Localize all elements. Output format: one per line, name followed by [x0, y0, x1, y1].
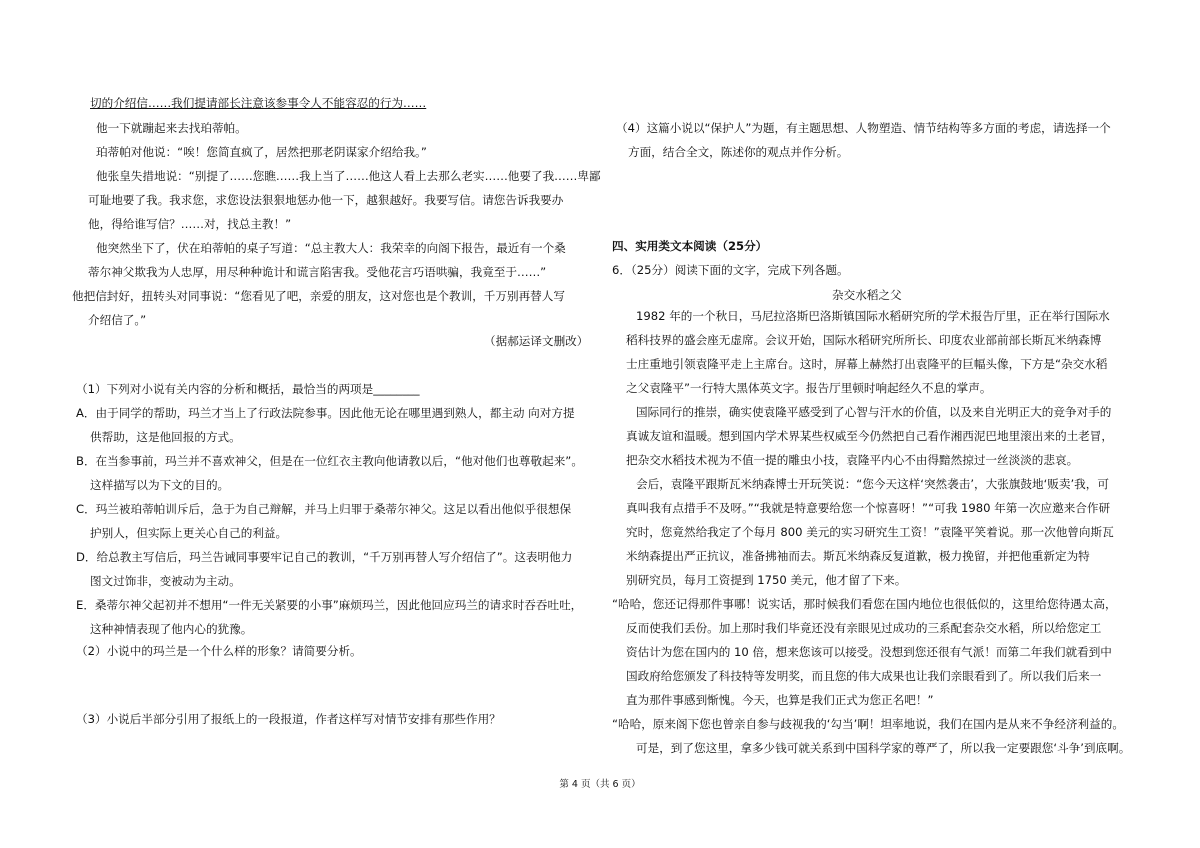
article-line: 稻科技界的盛会座无虚席。会议开始，国际水稻研究所所长、印度农业部前部长斯瓦米纳森博	[626, 333, 1102, 347]
article-line: 米纳森提出严正抗议，准备拂袖而去。斯瓦米纳森反复道歉，极力挽留，并把他重新定为特	[626, 549, 1090, 563]
story-line-1: 他一下就蹦起来去找珀蒂帕。	[96, 121, 247, 135]
story-line-4: 可耻地要了我。我求您，求您设法狠狠地惩办他一下，越狠越好。我要写信。请您告诉我要办	[88, 193, 564, 207]
article-line: 究时，您竟然给我定了个每月 800 美元的实习研究生工资！”袁隆平笑着说。那一次他曾向斯瓦	[626, 525, 1114, 539]
section-4-heading: 四、实用类文本阅读（25分）	[612, 239, 768, 253]
q4-question-cont: 方面，结合全文，陈述你的观点并作分析。	[628, 145, 849, 159]
q6-stem: 6．（25分）阅读下面的文字，完成下列各题。	[612, 263, 849, 277]
story-line-9: 介绍信了。”	[88, 313, 147, 327]
q4-question: （4）这篇小说以“保护人”为题，有主题思想、人物塑造、情节结构等多方面的考虑，请选择一个	[616, 121, 1111, 135]
article-line: 真诚友谊和温暖。想到国内学术界某些权威至今仍然把自己看作湘西泥巴地里滚出来的土老冒，	[626, 429, 1113, 443]
article-line: 国际同行的推崇，确实使袁隆平感受到了心智与汗水的价值，以及来自光明正大的竞争对手的	[636, 405, 1112, 419]
q1-option-a: A．由于同学的帮助，玛兰才当上了行政法院参事。因此他无论在哪里遇到熟人，都主动 向对方提	[76, 406, 575, 420]
story-source: （据郝运译文删改）	[484, 334, 589, 348]
q1-stem: （1）下列对小说有关内容的分析和概括，最恰当的两项是________	[76, 382, 420, 396]
article-line: 别研究员，每月工资提到 1750 美元，他才留了下来。	[626, 573, 907, 587]
q2-question: （2）小说中的玛兰是一个什么样的形象？请简要分析。	[76, 644, 362, 658]
q1-option-a-cont: 供帮助，这是他回报的方式。	[90, 430, 241, 444]
story-line-5: 他，得给谁写信？……对，找总主教！”	[88, 217, 292, 231]
article-line: 可是，到了您这里，拿多少钱可就关系到中国科学家的尊严了，所以我一定要跟您‘斗争’到底啊。	[636, 741, 1131, 755]
q3-question: （3）小说后半部分引用了报纸上的一段报道，作者这样写对情节安排有那些作用？	[76, 712, 501, 726]
article-title: 杂交水稻之父	[832, 288, 902, 302]
q1-option-d: D．给总教主写信后，玛兰告诫同事要牢记自己的教训，“千万别再替人写介绍信了”。这表明他力	[76, 550, 573, 564]
article-line: 反而使我们丢份。加上那时我们毕竟还没有亲眼见过成功的三系配套杂交水稻，所以给您定工	[626, 621, 1102, 635]
story-line-2: 珀蒂帕对他说：“唉！您简直疯了，居然把那老阴谋家介绍给我。”	[96, 145, 427, 159]
article-line: 之父袁隆平”一行特大黑体英文字。报告厅里顿时响起经久不息的掌声。	[626, 381, 992, 395]
article-line: 会后，袁隆平跟斯瓦米纳森博士开玩笑说：“您今天这样‘突然袭击’，大张旗鼓地‘贩卖’我，可	[636, 477, 1109, 491]
story-line-6: 他突然坐下了，伏在珀蒂帕的桌子写道：“总主教大人：我荣幸的向阁下报告，最近有一个桑	[96, 241, 566, 255]
article-line: 士庄重地引领袁隆平走上主席台。这时，屏幕上赫然打出袁隆平的巨幅头像，下方是“杂交水稻	[626, 357, 1108, 371]
article-line: “哈哈，您还记得那件事哪！说实话，那时候我们看您在国内地位也很低似的，这里给您待遇太高，	[612, 597, 1117, 611]
q1-option-c: C．玛兰被珀蒂帕训斥后，急于为自己辩解，并马上归罪于桑蒂尔神父。这足以看出他似乎很想保	[76, 502, 572, 516]
story-line-8: 他把信封好，扭转头对同事说：“您看见了吧，亲爱的朋友，这对您也是个教训，千万别再替人写	[72, 289, 565, 303]
article-line: 1982 年的一个秋日，马尼拉洛斯巴洛斯镇国际水稻研究所的学术报告厅里，正在举行国际水	[636, 309, 1110, 323]
q1-option-e: E．桑蒂尔神父起初并不想用“一件无关紧要的小事”麻烦玛兰，因此他回应玛兰的请求时吞吞吐吐，	[76, 598, 583, 612]
q1-option-c-cont: 护别人，但实际上更关心自己的利益。	[90, 526, 288, 540]
q1-option-d-cont: 图文过饰非，变被动为主动。	[90, 574, 241, 588]
article-line: 把杂交水稻技术视为不值一提的雕虫小技，袁隆平内心不由得黯然掠过一丝淡淡的悲哀。	[626, 453, 1079, 467]
q1-option-b: B．在当参事前，玛兰并不喜欢神父，但是在一位红衣主教向他请教以后，“他对他们也尊敬起来”。	[76, 454, 583, 468]
article-line: 直为那件事感到惭愧。今天，也算是我们正式为您正名吧！”	[626, 693, 934, 707]
story-line-0: 切的介绍信……我们提请部长注意该参事令人不能容忍的行为……	[90, 96, 427, 110]
page-footer: 第 4 页（共 6 页）	[559, 779, 641, 790]
q1-option-b-cont: 这样描写以为下文的目的。	[90, 478, 230, 492]
article-line: 国政府给您颁发了科技特等发明奖，而且您的伟大成果也让我们亲眼看到了。所以我们后来一	[626, 669, 1102, 683]
article-line: 真叫我有点措手不及呀。”“我就是特意要给您一个惊喜呀！”“可我 1980 年第一次应邀来合作研	[626, 501, 1111, 515]
story-line-7: 蒂尔神父欺我为人忠厚，用尽种种诡计和谎言陷害我。受他花言巧语哄骗，我竟至于……”	[88, 265, 547, 279]
story-line-3: 他张皇失措地说：“别提了……您瞧……我上当了……他这人看上去那么老实……他要了我……卑鄙	[96, 169, 601, 183]
article-line: 资估计为您在国内的 10 倍，想来您该可以接受。没想到您还很有气派！而第二年我们就看到中	[626, 645, 1112, 659]
q1-option-e-cont: 这种神情表现了他内心的犹豫。	[90, 622, 253, 636]
article-line: “哈哈，原来阁下您也曾亲自参与歧视我的‘勾当’啊！坦率地说，我们在国内是从来不争经济利益的。	[612, 717, 1124, 731]
